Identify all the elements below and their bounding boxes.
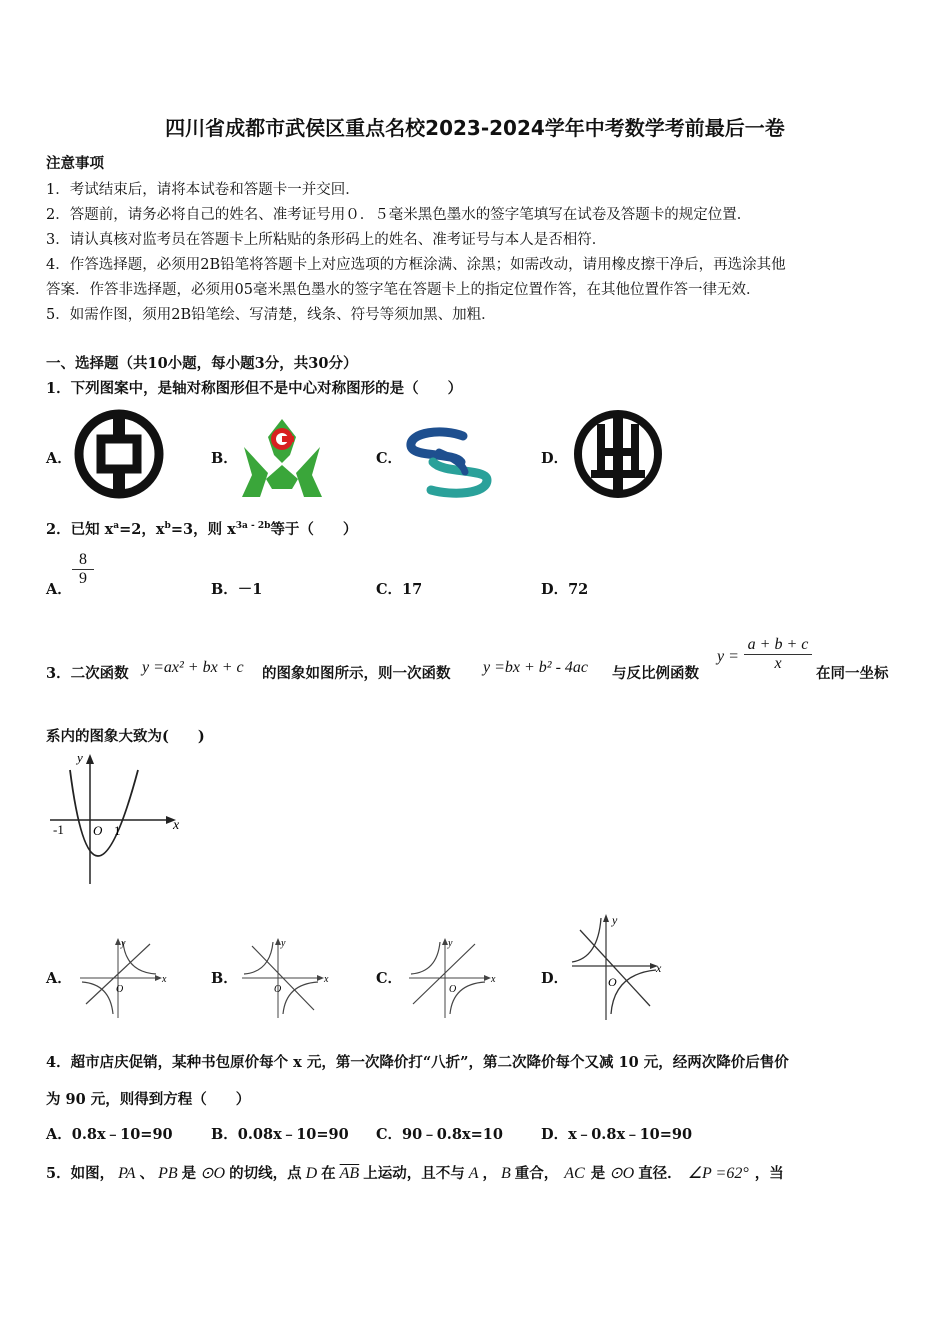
notice-item-1: 1．考试结束后，请将本试卷和答题卡一并交回． <box>46 182 360 198</box>
q3-stem-post: 在同一坐标 <box>816 665 889 682</box>
q2-option-c: C．17 <box>376 581 423 598</box>
q3-stem-prefix: 3．二次函数 <box>46 665 129 682</box>
question-1-stem: 1．下列图案中，是轴对称图形但不是中心对称图形的是（ ） <box>46 380 463 397</box>
graph-y-label: y <box>77 750 83 765</box>
graph-origin-label: O <box>93 823 103 838</box>
q4-option-c: C．90﹣0.8x=10 <box>376 1126 503 1143</box>
q3-option-d-graph <box>568 910 668 1022</box>
agricultural-bank-logo-icon <box>571 408 665 500</box>
shanghai-pudong-bank-logo-icon <box>403 428 495 498</box>
question-4-line2: 为 90 元，则得到方程（ ） <box>46 1091 251 1108</box>
svg-text:y: y <box>281 938 286 949</box>
q1-option-d-label: D． <box>541 450 569 467</box>
q3-linear-formula: y =bx + b² - 4ac <box>483 659 589 676</box>
svg-text:O: O <box>449 984 457 995</box>
q3-option-a-label: A． <box>46 970 72 987</box>
q3-parabola-graph <box>50 752 190 886</box>
svg-text:y: y <box>448 938 453 949</box>
q2-option-b: B．－1 <box>211 581 263 598</box>
q3-stem-mid2: 与反比例函数 <box>612 665 699 682</box>
svg-text:y: y <box>121 938 126 949</box>
q3-inverse-lhs: y = <box>717 648 739 665</box>
graph-x-label: x <box>173 818 180 833</box>
question-2-stem: 2．已知 $x^a=2$，$x^b=3$，则 $x^{3a - 2b}$等于（ ） <box>46 521 358 538</box>
q3-option-a-graph <box>76 934 172 1020</box>
notice-item-4-cont: 答案．作答非选择题，必须用05毫米黑色墨水的签字笔在答题卡上的指定位置作答，在其他位置作答一律无效． <box>46 282 761 298</box>
q2-option-d: D．72 <box>541 581 589 598</box>
q2-option-a-label: A． <box>46 581 72 598</box>
q3-option-c-label: C． <box>376 970 403 987</box>
q3-option-d-label: D． <box>541 970 569 987</box>
q3-quadratic-formula: y =ax² + bx + c <box>142 659 244 676</box>
svg-text:y: y <box>612 913 618 927</box>
q4-option-b: B．0.08x﹣10=90 <box>211 1126 349 1143</box>
q1-option-c-label: C． <box>376 450 403 467</box>
q3-option-b-graph <box>238 934 334 1020</box>
svg-text:O: O <box>608 975 617 989</box>
q4-option-d: D．x﹣0.8x﹣10=90 <box>541 1126 693 1143</box>
notice-item-5: 5．如需作图，须用2B铅笔绘、写清楚，线条、符号等须加黑、加粗． <box>46 307 496 323</box>
q3-option-b-label: B． <box>211 970 238 987</box>
q3-inverse-fraction: $\frac{a + b + c}{x}$ <box>744 636 812 673</box>
rural-credit-cooperative-logo-icon <box>238 415 326 499</box>
q1-option-a-label: A． <box>46 450 72 467</box>
notice-item-3: 3．请认真核对监考员在答题卡上所粘贴的条形码上的姓名、准考证号与本人是否相符． <box>46 232 607 248</box>
svg-text:x: x <box>491 974 496 985</box>
q3-stem-line2: 系内的图象大致为( ) <box>46 728 205 745</box>
svg-text:x: x <box>162 974 167 985</box>
svg-text:O: O <box>116 984 124 995</box>
q2-option-a-fraction: $\frac{8}{9}$ <box>72 551 94 588</box>
question-5-stem: 5．如图， PA 、 PB 是 ⊙O 的切线，点 D 在 $\overline{AB}$ 上运动，且不与 A ， B 重合， AC 是 ⊙O 直径． ∠P =62° ，当 <box>46 1165 784 1182</box>
question-4-line1: 4．超市店庆促销，某种书包原价每个 x 元，第一次降价打“八折”，第二次降价每个又减 10 元，经两次降价后售价 <box>46 1054 789 1071</box>
notice-item-4: 4．作答选择题，必须用2B铅笔将答题卡上对应选项的方框涂满、涂黑；如需改动，请用橡皮擦干净后，再选涂其他 <box>46 257 786 273</box>
q3-stem-mid1: 的图象如图所示，则一次函数 <box>262 665 451 682</box>
notice-item-2: 2．答题前，请务必将自己的姓名、准考证号用０．５毫米黑色墨水的签字笔填写在试卷及答题卡的规定位置． <box>46 207 752 223</box>
svg-text:x: x <box>656 961 662 975</box>
graph-one-label: 1 <box>114 823 121 838</box>
section-heading: 一、选择题（共10小题，每小题3分，共30分） <box>46 355 358 372</box>
q4-option-a: A．0.8x﹣10=90 <box>46 1126 173 1143</box>
svg-text:O: O <box>274 984 282 995</box>
q3-option-c-graph <box>405 934 501 1020</box>
notice-heading: 注意事项 <box>46 155 104 172</box>
q1-option-b-label: B． <box>211 450 238 467</box>
page-title: 四川省成都市武侯区重点名校2023-2024学年中考数学考前最后一卷 <box>165 116 785 140</box>
bank-of-china-logo-icon <box>72 408 167 500</box>
graph-neg1-label: -1 <box>53 822 64 837</box>
svg-text:x: x <box>324 974 329 985</box>
